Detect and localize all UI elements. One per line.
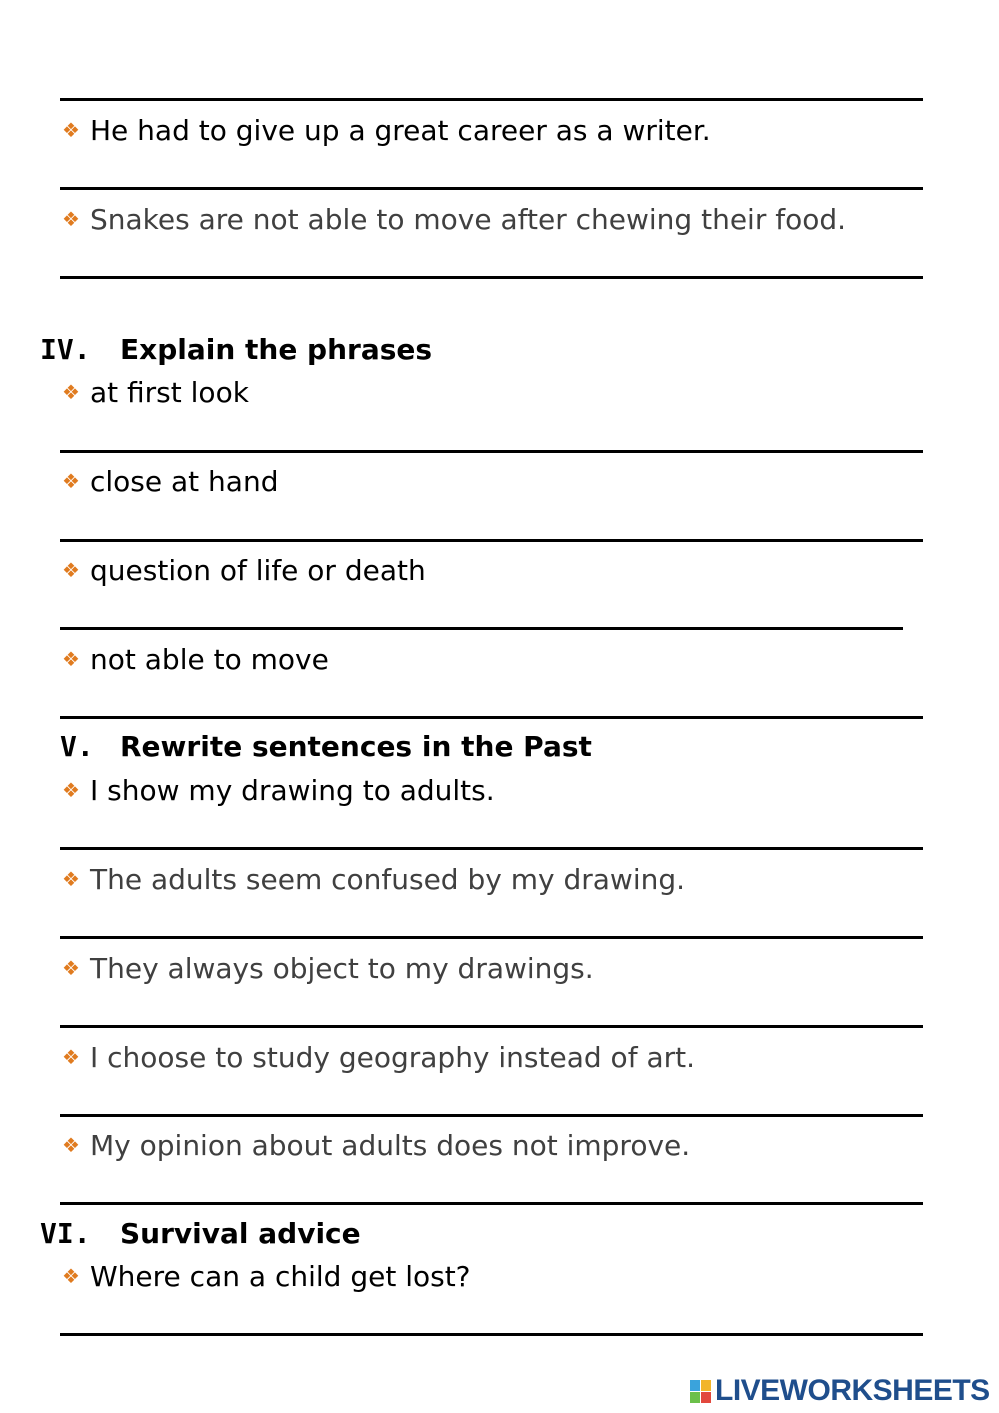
section-heading: IV. Explain the phrases xyxy=(40,333,433,366)
bullet-icon: ❖ xyxy=(62,867,80,891)
answer-line[interactable] xyxy=(60,716,923,719)
liveworksheets-logo xyxy=(690,1376,990,1406)
answer-line[interactable] xyxy=(60,98,923,101)
list-item: ❖ Where can a child get lost? xyxy=(62,1260,471,1293)
bullet-icon: ❖ xyxy=(62,1264,80,1288)
answer-line[interactable] xyxy=(60,936,923,939)
brand-name: LIVEWORKSHEETS xyxy=(715,1374,990,1407)
list-item: ❖ I show my drawing to adults. xyxy=(62,774,495,807)
list-item: ❖ They always object to my drawings. xyxy=(62,952,594,985)
answer-line[interactable] xyxy=(60,187,923,190)
bullet-icon: ❖ xyxy=(62,469,80,493)
logo-mark-icon xyxy=(690,1380,711,1403)
list-item: ❖ at first look xyxy=(62,376,249,409)
answer-line[interactable] xyxy=(60,627,903,630)
list-item: ❖ I choose to study geography instead of art. xyxy=(62,1041,695,1074)
answer-line[interactable] xyxy=(60,539,923,542)
answer-line[interactable] xyxy=(60,1333,923,1336)
bullet-icon: ❖ xyxy=(62,380,80,404)
list-item: ❖ The adults seem confused by my drawing. xyxy=(62,863,686,896)
section-heading: V. Rewrite sentences in the Past xyxy=(60,730,592,763)
list-item: ❖ close at hand xyxy=(62,465,279,498)
section-heading: VI. Survival advice xyxy=(40,1217,361,1250)
list-item: ❖ He had to give up a great career as a writer. xyxy=(62,114,711,147)
bullet-icon: ❖ xyxy=(62,778,80,802)
bullet-icon: ❖ xyxy=(62,1045,80,1069)
answer-line[interactable] xyxy=(60,450,923,453)
answer-line[interactable] xyxy=(60,847,923,850)
bullet-icon: ❖ xyxy=(62,956,80,980)
bullet-icon: ❖ xyxy=(62,118,80,142)
bullet-icon: ❖ xyxy=(62,558,80,582)
list-item: ❖ question of life or death xyxy=(62,554,426,587)
answer-line[interactable] xyxy=(60,276,923,279)
answer-line[interactable] xyxy=(60,1025,923,1028)
bullet-icon: ❖ xyxy=(62,207,80,231)
list-item: ❖ not able to move xyxy=(62,643,329,676)
list-item: ❖ My opinion about adults does not improve. xyxy=(62,1129,691,1162)
bullet-icon: ❖ xyxy=(62,1133,80,1157)
bullet-icon: ❖ xyxy=(62,647,80,671)
list-item: ❖ Snakes are not able to move after chewing their food. xyxy=(62,203,847,236)
answer-line[interactable] xyxy=(60,1114,923,1117)
answer-line[interactable] xyxy=(60,1202,923,1205)
